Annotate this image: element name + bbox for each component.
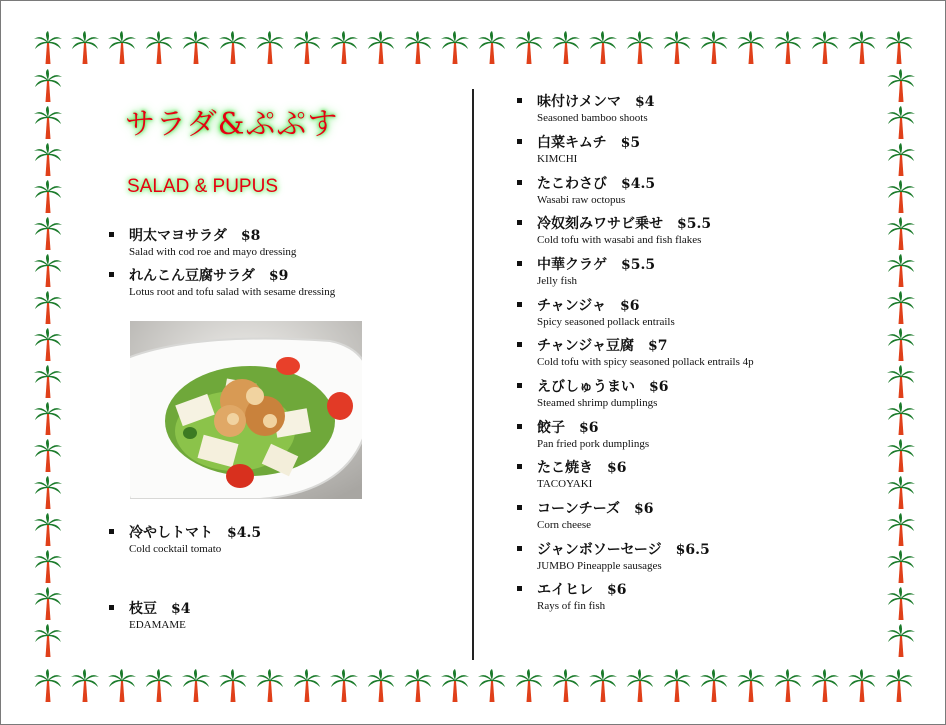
palm-tree-icon (886, 217, 916, 251)
menu-item-name: チャンジャ $6 (537, 298, 640, 314)
palm-tree-icon (886, 476, 916, 510)
palm-tree-icon (70, 669, 100, 703)
palm-tree-icon (886, 550, 916, 584)
menu-item-name: 中華クラゲ $5.5 (537, 257, 656, 273)
palm-tree-icon (33, 587, 63, 621)
palm-tree-icon (886, 624, 916, 658)
palm-tree-icon (773, 31, 803, 65)
palm-tree-icon (886, 402, 916, 436)
palm-tree-icon (440, 31, 470, 65)
palm-tree-icon (366, 669, 396, 703)
palm-tree-icon (662, 31, 692, 65)
palm-tree-icon (33, 217, 63, 251)
bullet (517, 383, 522, 388)
palm-tree-icon (33, 143, 63, 177)
bullet (109, 232, 114, 237)
menu-item-name: 味付けメンマ $4 (537, 94, 655, 110)
bullet (109, 272, 114, 277)
palm-tree-icon (514, 31, 544, 65)
palm-tree-icon (886, 143, 916, 177)
menu-item-name: 枝豆 $4 (129, 601, 191, 617)
menu-item-description: Spicy seasoned pollack entrails (537, 316, 675, 328)
bullet (517, 180, 522, 185)
palm-tree-icon (440, 669, 470, 703)
bullet (517, 424, 522, 429)
palm-tree-icon (33, 254, 63, 288)
palm-tree-icon (886, 587, 916, 621)
palm-tree-icon (886, 328, 916, 362)
palm-tree-icon (181, 31, 211, 65)
palm-tree-icon (588, 31, 618, 65)
palm-tree-icon (33, 439, 63, 473)
bullet (517, 342, 522, 347)
palm-tree-icon (329, 31, 359, 65)
palm-tree-icon (886, 106, 916, 140)
bullet (517, 98, 522, 103)
palm-tree-icon (588, 669, 618, 703)
palm-tree-icon (33, 402, 63, 436)
column-divider (472, 89, 474, 660)
bullet (517, 261, 522, 266)
menu-item-description: Seasoned bamboo shoots (537, 112, 648, 124)
salad-photo-icon (130, 321, 362, 499)
palm-tree-icon (403, 669, 433, 703)
menu-title-japanese: サラダ&ぷぷす (125, 107, 339, 142)
palm-tree-icon (886, 513, 916, 547)
menu-item-description: KIMCHI (537, 153, 578, 165)
bullet (517, 139, 522, 144)
palm-tree-icon (699, 31, 729, 65)
menu-item-name: たこ焼き $6 (537, 460, 627, 476)
menu-item-name: ジャンボソーセージ $6.5 (537, 542, 710, 558)
palm-tree-icon (33, 513, 63, 547)
palm-tree-icon (884, 669, 914, 703)
bullet (517, 302, 522, 307)
palm-tree-icon (33, 365, 63, 399)
menu-item-description: Pan fried pork dumplings (537, 438, 650, 450)
palm-tree-icon (477, 669, 507, 703)
palm-tree-icon (625, 31, 655, 65)
bullet (109, 529, 114, 534)
palm-tree-icon (33, 669, 63, 703)
menu-item-description: Cold cocktail tomato (129, 543, 222, 555)
palm-tree-icon (292, 31, 322, 65)
menu-item-description: Cold tofu with wasabi and fish flakes (537, 234, 702, 246)
menu-item-name: れんこん豆腐サラダ $9 (129, 268, 289, 284)
palm-tree-icon (144, 669, 174, 703)
palm-tree-icon (477, 31, 507, 65)
palm-tree-icon (886, 254, 916, 288)
menu-item-description: TACOYAKI (537, 478, 593, 490)
palm-tree-icon (107, 669, 137, 703)
menu-item-description: Rays of fin fish (537, 600, 606, 612)
palm-tree-icon (107, 31, 137, 65)
menu-item-description: Wasabi raw octopus (537, 194, 626, 206)
palm-tree-icon (514, 669, 544, 703)
palm-tree-icon (551, 669, 581, 703)
menu-item-description: Salad with cod roe and mayo dressing (129, 246, 297, 258)
bullet (517, 546, 522, 551)
menu-item-name: 冷奴刻みワサビ乗せ $5.5 (537, 216, 712, 232)
palm-tree-icon (736, 669, 766, 703)
palm-tree-icon (255, 31, 285, 65)
palm-tree-icon (33, 69, 63, 103)
bullet (517, 505, 522, 510)
palm-tree-icon (70, 31, 100, 65)
palm-tree-icon (33, 291, 63, 325)
palm-tree-icon (886, 291, 916, 325)
menu-item-description: Cold tofu with spicy seasoned pollack entrails 4p (537, 356, 754, 368)
palm-tree-icon (366, 31, 396, 65)
bullet (517, 464, 522, 469)
lotus-tofu-salad-photo (130, 321, 362, 499)
menu-title-english: SALAD & PUPUS (127, 176, 278, 197)
palm-tree-icon (33, 550, 63, 584)
palm-tree-icon (218, 31, 248, 65)
bullet (517, 220, 522, 225)
palm-tree-icon (847, 669, 877, 703)
palm-tree-icon (33, 31, 63, 65)
menu-item-description: JUMBO Pineapple sausages (537, 560, 662, 572)
menu-item-description: Lotus root and tofu salad with sesame dressing (129, 286, 336, 298)
menu-item-name: えびしゅうまい $6 (537, 379, 669, 395)
palm-tree-icon (736, 31, 766, 65)
menu-item-description: Jelly fish (537, 275, 578, 287)
palm-tree-icon (551, 31, 581, 65)
menu-item-name: チャンジャ豆腐 $7 (537, 338, 668, 354)
palm-tree-icon (810, 669, 840, 703)
menu-item-name: 白菜キムチ $5 (537, 135, 641, 151)
palm-tree-icon (181, 669, 211, 703)
menu-item-name: 明太マヨサラダ $8 (129, 228, 261, 244)
palm-tree-icon (329, 669, 359, 703)
palm-tree-icon (33, 328, 63, 362)
palm-tree-icon (625, 669, 655, 703)
palm-tree-icon (33, 476, 63, 510)
palm-tree-icon (33, 624, 63, 658)
menu-item-description: Steamed shrimp dumplings (537, 397, 658, 409)
bullet (109, 605, 114, 610)
palm-tree-icon (886, 439, 916, 473)
palm-tree-icon (699, 669, 729, 703)
palm-tree-icon (255, 669, 285, 703)
palm-tree-icon (810, 31, 840, 65)
palm-tree-icon (218, 669, 248, 703)
palm-tree-icon (662, 669, 692, 703)
palm-tree-icon (886, 69, 916, 103)
palm-tree-icon (847, 31, 877, 65)
palm-tree-icon (144, 31, 174, 65)
menu-item-name: たこわさび $4.5 (537, 176, 656, 192)
palm-tree-icon (33, 106, 63, 140)
palm-tree-icon (773, 669, 803, 703)
palm-tree-icon (403, 31, 433, 65)
menu-item-name: 餃子 $6 (537, 420, 599, 436)
palm-tree-icon (886, 180, 916, 214)
palm-tree-icon (292, 669, 322, 703)
menu-item-name: コーンチーズ $6 (537, 501, 654, 517)
menu-item-name: エイヒレ $6 (537, 582, 627, 598)
palm-tree-icon (884, 31, 914, 65)
menu-item-description: EDAMAME (129, 619, 186, 631)
palm-tree-icon (33, 180, 63, 214)
menu-item-name: 冷やしトマト $4.5 (129, 525, 262, 541)
bullet (517, 586, 522, 591)
palm-tree-icon (886, 365, 916, 399)
menu-item-description: Corn cheese (537, 519, 592, 531)
